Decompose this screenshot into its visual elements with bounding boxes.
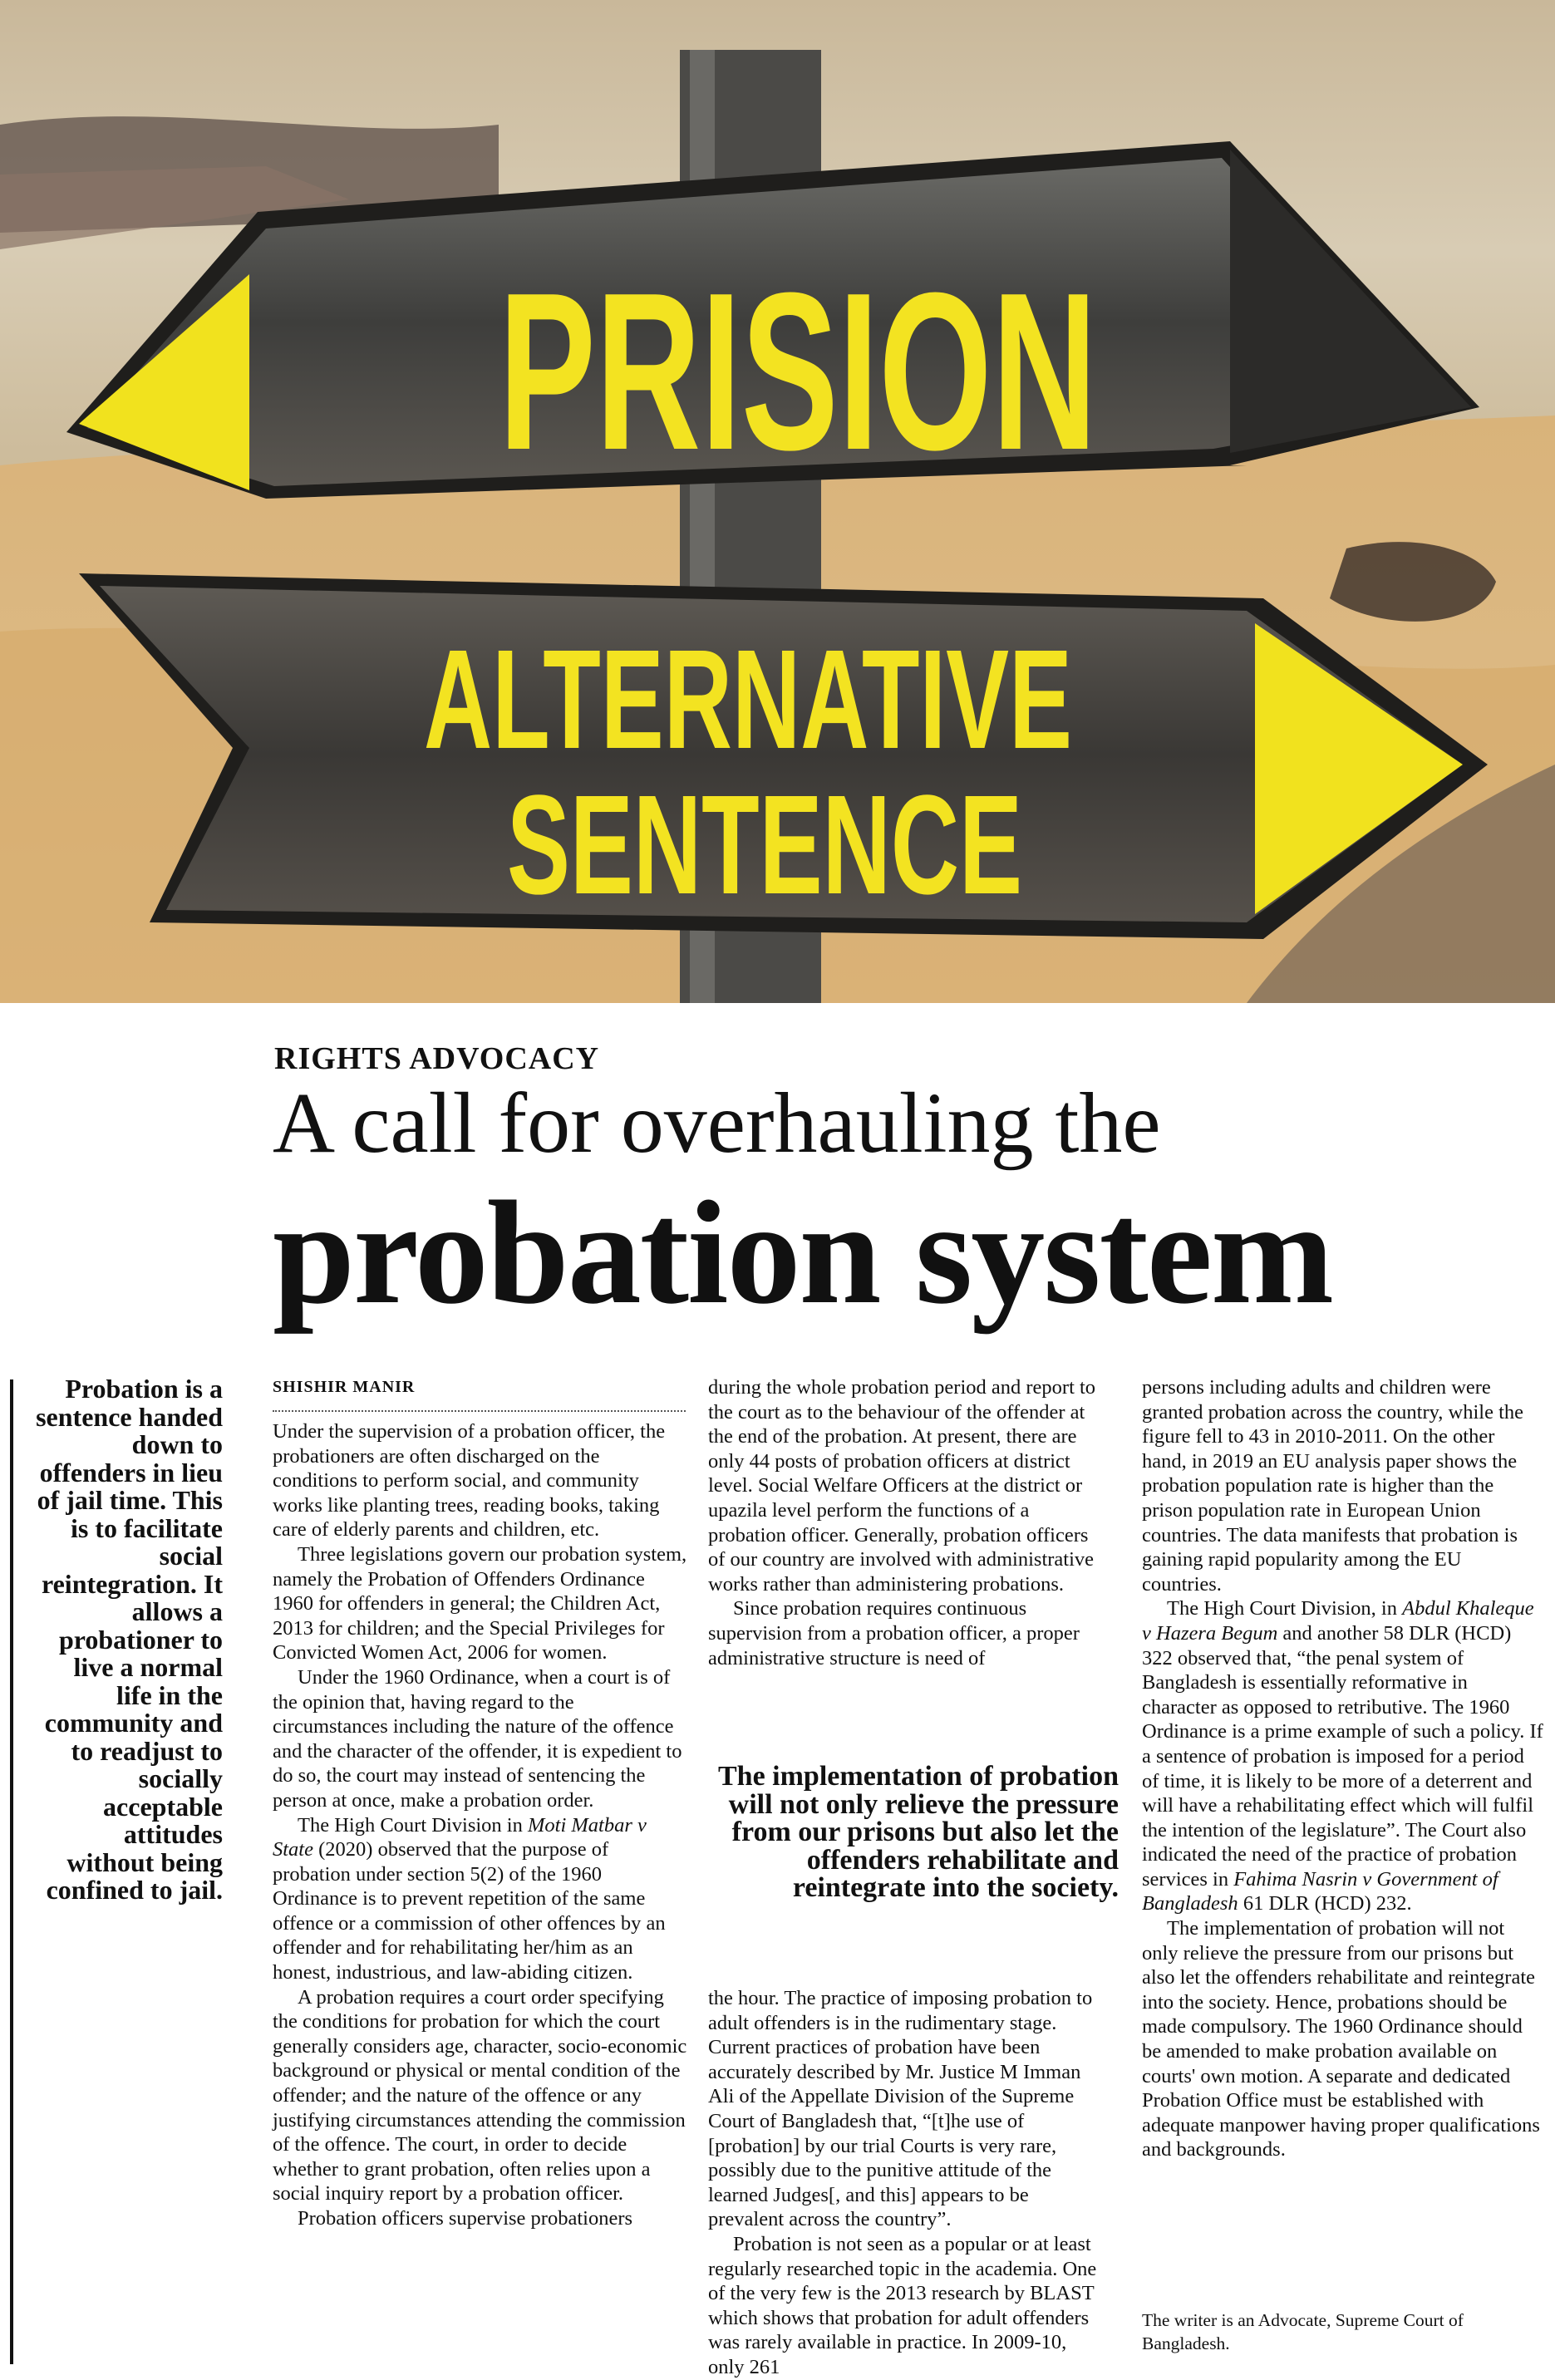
svg-text:PRISION: PRISION [499, 247, 1097, 497]
case-name: Abdul Khaleque v Hazera Begum [1142, 1597, 1534, 1645]
author-note: The writer is an Advocate, Supreme Court of Bangladesh. [1142, 2310, 1464, 2353]
paragraph: The High Court Division, in Abdul Khaleque v Hazera Begum and another 58 DLR (HCD) 322 observed that, “the penal system of Bangladesh is essentially reformative in character as opposed to retributive. The 1960 Ordinance is a prime example of such a policy. If a sentence of probation is imposed for a period of time, it is likely to be more of a deterrent and will have a rehabilitating effect which will fulfil the intention of the legislature”. The Court also indicated the need of the practice of probation services in Fahima Nasrin v Government of Bangladesh 61 DLR (HCD) 232. [1142, 1597, 1543, 1915]
article-column-2-continued [708, 1986, 1107, 2380]
paragraph: Under the supervision of a probation officer, the probationers are often discharged on the conditions to perform social, and community works like planting trees, reading books, taking care of elderly parents and children, etc. [273, 1420, 666, 1542]
paragraph: Probation is not seen as a popular or at least regularly researched topic in the academia. One of the very few is the 2013 research by BLAST which shows that probation for adult offenders was rarely available in practice. In 2009-10, only 261 [708, 2232, 1097, 2378]
case-name: Fahima Nasrin v Government of Bangladesh [1142, 1867, 1498, 1915]
paragraph: during the whole probation period and report to the court as to the behaviour of the offender at the end of the probation. At present, there are only 44 posts of probation officers at district level. Social Welfare Officers at the district or upazila level perform the functions of a probation officer. Generally, probation officers of our country are involved with administrative works rather than administering probations. [708, 1376, 1096, 1596]
svg-text:ALTERNATIVE: ALTERNATIVE [424, 621, 1072, 779]
sidebar-rule [10, 1379, 13, 2364]
paragraph: The High Court Division in Moti Matbar v State (2020) observed that the purpose of probation under section 5(2) of the 1960 Ordinance is to prevent repetition of the same offence or a commission of other offences by an offender and for rehabilitating her/him as an honest, industrious, and law-abiding citizen. [273, 1813, 666, 1984]
article-column-2 [708, 1375, 1107, 1670]
case-name: Moti Matbar v State [273, 1813, 647, 1861]
section-label: RIGHTS ADVOCACY [274, 1041, 600, 1076]
headline-line-1: A call for overhauling the [273, 1075, 1161, 1171]
paragraph: Under the 1960 Ordinance, when a court is of the opinion that, having regard to the circumstances including the nature of the offence and the character of the offender, it is expedient to do so, the court may instead of sentencing the person at once, make a probation order. [273, 1665, 682, 1812]
svg-text:SENTENCE: SENTENCE [507, 766, 1022, 924]
paragraph: Since probation requires continuous supervision from a probation officer, a proper administrative structure is need of [708, 1597, 1080, 1669]
headline-line-2: probation system [273, 1170, 1333, 1335]
article-column-1 [273, 1419, 688, 2231]
article-column-3 [1142, 1375, 1544, 2162]
paragraph: Probation officers supervise probationers [298, 2207, 633, 2230]
header-illustration [0, 0, 1555, 1003]
paragraph: A probation requires a court order specifying the conditions for probation for which the court generally considers age, character, socio-economic background or physical or mental condition of the offender; and the nature of the offence or any justifying circumstances attending the commission of the offence. The court, in order to decide whether to grant probation, often relies upon a social inquiry report by a probation officer. [273, 1985, 687, 2205]
paragraph: Three legislations govern our probation system, namely the Probation of Offenders Ordinance 1960 for offenders in general; the Children Act, 2013 for children; and the Special Privileges for Convicted Women Act, 2006 for women. [273, 1542, 687, 1665]
paragraph: the hour. The practice of imposing probation to adult offenders is in the rudimentary stage. Current practices of probation have been accurately described by Mr. Justice M Imman Ali of the Appellate Division of the Supreme Court of Bangladesh that, “[t]he use of [probation] by our trial Courts is very rare, possibly due to the punitive attitude of the learned Judges[, and this] appears to be prevalent across the country”. [708, 1987, 1093, 2231]
byline: SHISHIR MANIR [273, 1378, 416, 1396]
pull-quote: The implementation of probation will not only relieve the pressure from our prisons but also let the offenders rehabilitate and reintegrate into the society. [717, 1761, 1119, 1903]
sidebar-quote: Probation is a sentence handed down to offenders in lieu of jail time. This is to facilitate social reintegration. It allows a probationer to live a normal life in the community and to readjust to socially acceptable attitudes without being confined to jail. [36, 1374, 223, 1905]
paragraph: The implementation of probation will not only relieve the pressure from our prisons but also let the offenders rehabilitate and reintegrate into the society. Hence, probations should be made compulsory. The 1960 Ordinance should be amended to make probation available on courts' own motion. A separate and dedicated Probation Office must be established with adequate manpower having proper qualifications and backgrounds. [1142, 1917, 1540, 2161]
byline-divider [273, 1410, 686, 1412]
paragraph: persons including adults and children were granted probation across the country, while the figure fell to 43 in 2010-2011. On the other hand, in 2019 an EU analysis paper shows the probation population rate is higher than the prison population rate in European Union countries. The data manifests that probation is gaining rapid popularity among the EU countries. [1142, 1376, 1524, 1596]
